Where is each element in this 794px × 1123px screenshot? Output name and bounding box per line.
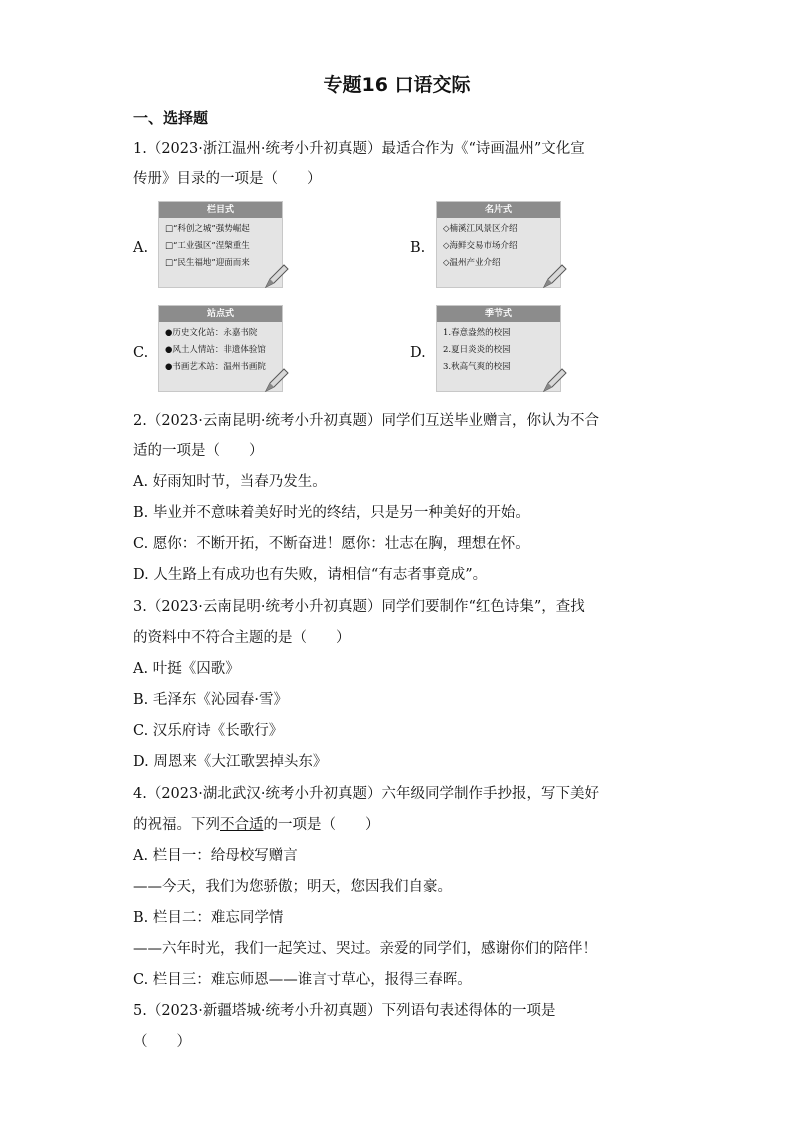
q4-option-b-detail: ——六年时光，我们一起笑过、哭过。亲爱的同学们，感谢你们的陪伴！ [133, 941, 597, 957]
q2-option-d: D. 人生路上有成功也有失败，请相信“有志者事竟成”。 [133, 567, 488, 583]
card-header: 栏目式 [159, 202, 282, 218]
pencil-icon [262, 367, 290, 395]
q3-option-a: A. 叶挺《囚歌》 [133, 661, 240, 677]
q1-option-a-card [158, 201, 283, 288]
q4-stem-pre: 的祝福。下列 [133, 817, 220, 833]
q1-option-c-letter: C. [133, 345, 149, 361]
section-heading: 一、选择题 [133, 109, 209, 127]
card-item: ●风土人情站：非遗体验馆 [165, 345, 266, 355]
q3-option-b: B. 毛泽东《沁园春·雪》 [133, 692, 288, 708]
q1-stem-line2: 传册》目录的一项是（ ） [133, 171, 322, 187]
q1-option-d-card [436, 305, 561, 392]
card-item: 3.秋高气爽的校园 [443, 362, 511, 372]
card-header: 名片式 [437, 202, 560, 218]
q1-stem-line1: 1.（2023·浙江温州·统考小升初真题）最适合作为《“诗画温州”文化宣 [133, 141, 585, 157]
card-header: 季节式 [437, 306, 560, 322]
card-item: □“科创之城”强势崛起 [165, 224, 250, 234]
q3-stem-line2: 的资料中不符合主题的是（ ） [133, 630, 351, 646]
q1-option-c-card [158, 305, 283, 392]
q5-stem-line1: 5.（2023·新疆塔城·统考小升初真题）下列语句表述得体的一项是 [133, 1003, 556, 1019]
q2-stem-line1: 2.（2023·云南昆明·统考小升初真题）同学们互送毕业赠言，你认为不合 [133, 413, 599, 429]
card-header: 站点式 [159, 306, 282, 322]
page-title: 专题16 口语交际 [323, 74, 471, 96]
card-item: 1.春意盎然的校园 [443, 328, 511, 338]
q5-stem-line2: （ ） [133, 1034, 191, 1050]
q1-option-b-card [436, 201, 561, 288]
q4-option-c: C. 栏目三：难忘师恩——谁言寸草心，报得三春晖。 [133, 972, 472, 988]
q4-stem-underlined: 不合适 [220, 817, 264, 833]
card-item: ◇海鲜交易市场介绍 [443, 241, 518, 251]
card-item: □“工业强区”涅槃重生 [165, 241, 250, 251]
card-item: □“民生福地”迎面而来 [165, 258, 250, 268]
q4-stem-line2 [133, 815, 380, 835]
pencil-icon [540, 367, 568, 395]
card-item: ◇楠溪江风景区介绍 [443, 224, 518, 234]
q4-stem-post: 的一项是（ ） [263, 817, 380, 833]
q4-option-a: A. 栏目一：给母校写赠言 [133, 848, 298, 864]
card-item: ●历史文化站：永嘉书院 [165, 328, 258, 338]
q4-option-b: B. 栏目二：难忘同学情 [133, 910, 284, 926]
q3-option-c: C. 汉乐府诗《长歌行》 [133, 723, 284, 739]
q2-stem-line2: 适的一项是（ ） [133, 443, 264, 459]
q4-stem-line1: 4.（2023·湖北武汉·统考小升初真题）六年级同学制作手抄报，写下美好 [133, 786, 599, 802]
q2-option-b: B. 毕业并不意味着美好时光的终结，只是另一种美好的开始。 [133, 505, 530, 521]
q2-option-c: C. 愿你：不断开拓，不断奋进！愿你：壮志在胸，理想在怀。 [133, 536, 530, 552]
q3-stem-line1: 3.（2023·云南昆明·统考小升初真题）同学们要制作“红色诗集”，查找 [133, 599, 585, 615]
q1-option-a-letter: A. [133, 240, 149, 256]
q1-option-b-letter: B. [410, 240, 426, 256]
q4-option-a-detail: ——今天，我们为您骄傲；明天，您因我们自豪。 [133, 879, 452, 895]
q1-option-d-letter: D. [410, 345, 426, 361]
q3-option-d: D. 周恩来《大江歌罢掉头东》 [133, 754, 328, 770]
card-item: 2.夏日炎炎的校园 [443, 345, 511, 355]
q2-option-a: A. 好雨知时节，当春乃发生。 [133, 474, 327, 490]
card-item: ◇温州产业介绍 [443, 258, 501, 268]
card-item: ●书画艺术站：温州书画院 [165, 362, 266, 372]
pencil-icon [262, 263, 290, 291]
pencil-icon [540, 263, 568, 291]
